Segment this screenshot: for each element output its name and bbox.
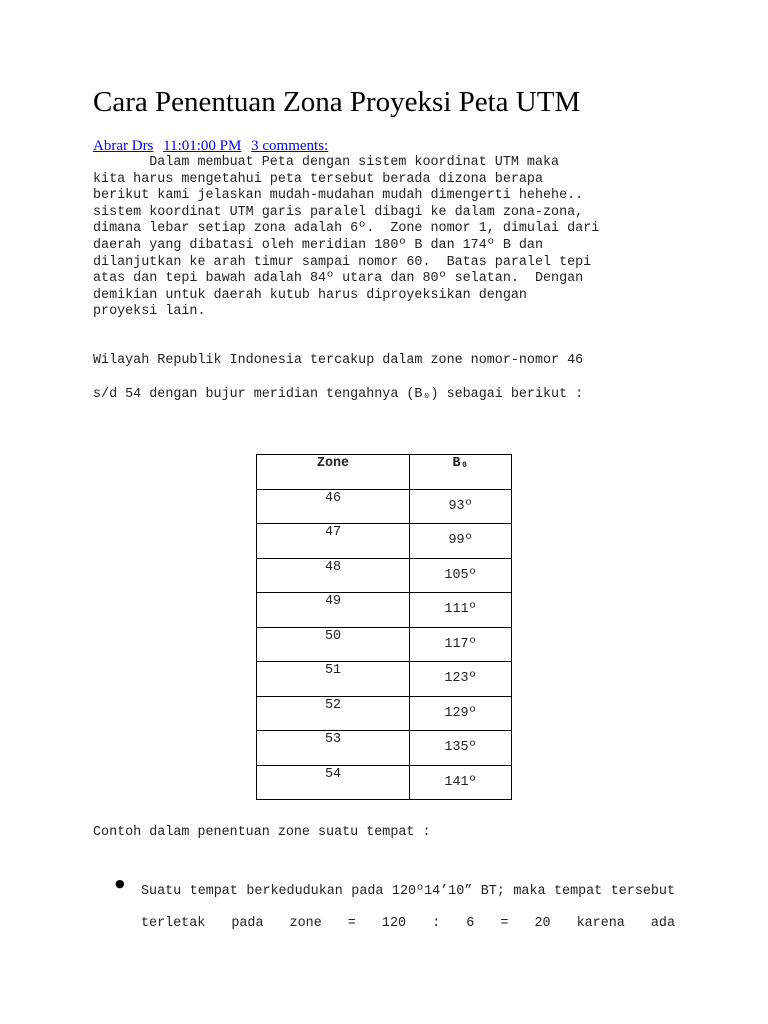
meridian-cell: 93º <box>410 489 512 524</box>
list-item-text: Suatu tempat berkedudukan pada 120º14’10” BT; maka tempat tersebut terletak pada zone = 120 : 6 = 20 karena ada <box>141 884 675 931</box>
meridian-cell: 99º <box>410 524 512 559</box>
table-row <box>257 558 512 593</box>
table-row <box>257 731 512 766</box>
meridian-cell: 129º <box>410 696 512 731</box>
meridian-cell: 111º <box>410 593 512 628</box>
zone-number-cell: 46 <box>257 489 410 524</box>
meridian-cell: 117º <box>410 627 512 662</box>
example-heading: Contoh dalam penentuan zone suatu tempat : <box>93 825 431 840</box>
meridian-cell: 123º <box>410 662 512 697</box>
header-zone: Zone <box>257 455 410 490</box>
timestamp-link[interactable]: 11:01:00 PM <box>163 138 242 154</box>
zone-number-cell: 52 <box>257 696 410 731</box>
table-row <box>257 593 512 628</box>
meridian-cell: 135º <box>410 731 512 766</box>
intro-paragraph: Dalam membuat Peta dengan sistem koordinat UTM maka kita harus mengetahui peta tersebut berada dizona berapa berikut kami jelaskan mudah-mudahan mudah dimengerti hehehe.. sistem koordinat UTM garis paralel dibagi ke dalam zona-zona, dimana lebar setiap zona adalah 6º. Zone nomor 1, dimulai dari daerah yang dibatasi oleh meridian 180º B dan 174º B dan dilanjutkan ke arah timur sampai nomor 60. Batas paralel tepi atas dan tepi bawah adalah 84º utara dan 80º selatan. Dengan demikian untuk daerah kutub harus diproyeksikan dengan proyeksi lain. <box>93 155 600 320</box>
zone-number-cell: 47 <box>257 524 410 559</box>
table-row <box>257 489 512 524</box>
zone-number-cell: 54 <box>257 765 410 800</box>
zone-number-cell: 49 <box>257 593 410 628</box>
table-row <box>257 662 512 697</box>
table-header-row <box>257 455 512 490</box>
table-row <box>257 696 512 731</box>
post-meta <box>93 138 334 155</box>
page-title: Cara Penentuan Zona Proyeksi Peta UTM <box>93 86 581 118</box>
comments-link[interactable]: 3 comments: <box>251 138 329 154</box>
zone-table <box>256 454 512 800</box>
bullet-icon: ● <box>115 877 125 890</box>
indonesia-zone-paragraph-line1: Wilayah Republik Indonesia tercakup dalam zone nomor-nomor 46 <box>93 353 584 368</box>
table-row <box>257 627 512 662</box>
meridian-cell: 141º <box>410 765 512 800</box>
zone-number-cell: 50 <box>257 627 410 662</box>
zone-number-cell: 51 <box>257 662 410 697</box>
indonesia-zone-paragraph-line2: s/d 54 dengan bujur meridian tengahnya (B₀) sebagai berikut : <box>93 387 584 402</box>
table-row <box>257 524 512 559</box>
author-link[interactable]: Abrar Drs <box>93 138 154 154</box>
meridian-cell: 105º <box>410 558 512 593</box>
zone-number-cell: 48 <box>257 558 410 593</box>
zone-number-cell: 53 <box>257 731 410 766</box>
header-b0: B₀ <box>410 455 512 490</box>
table-row <box>257 765 512 800</box>
